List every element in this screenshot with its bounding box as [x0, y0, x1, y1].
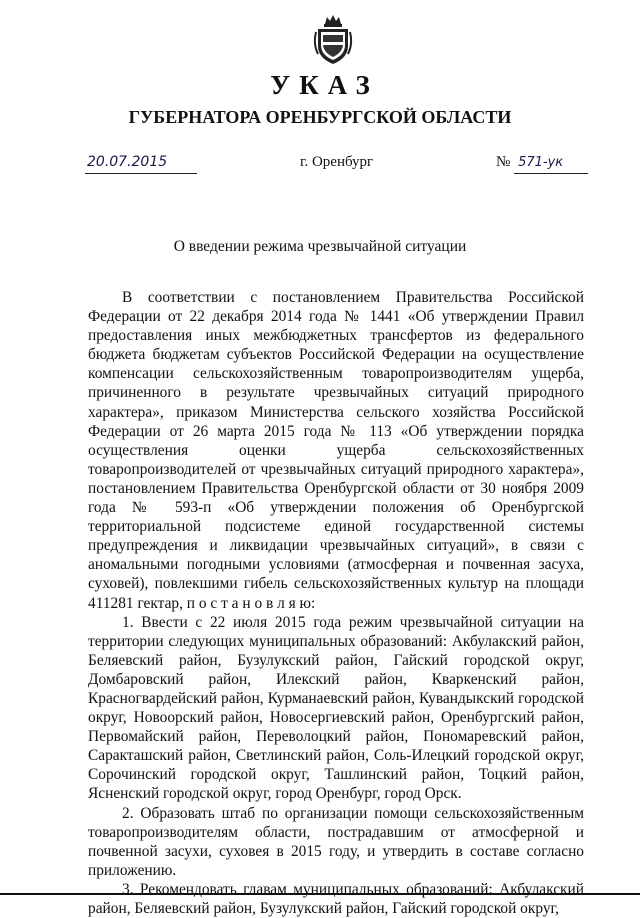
document-date: [87, 154, 167, 170]
body-paragraph: 1. Ввести с 22 июля 2015 года режим чрезвычайной ситуации на территории следующих муниципальных образований: Акбулакский район, Беляевский район, Бузулукский район, Гайский городской округ, Домбаровский район, Илекский район, Кваркенский район, Красногвардейский район, Курманаевский район, Кувандыкский городской округ, Новоорский район, Новосергиевский район, Оренбургский район, Первомайский район, Переволоцкий район, Пономаревский район, Саракташский район, Светлинский район, Соль-Илецкий городской округ, Сорочинский городской округ, Ташлинский район, Тоцкий район, Ясненский городской округ, город Оренбург, город Орск.: [88, 613, 584, 803]
document-city: г. Оренбург: [300, 154, 374, 170]
body-paragraph: В соответствии с постановлением Правительства Российской Федерации от 22 декабря 2014 года № 1441 «Об утверждении Правил предоставления иных межбюджетных трансфертов из федерального бюджета бюджетам субъектов Российской Федерации на осуществление компенсации сельскохозяйственным товаропроизводителям ущерба, причиненного в результате чрезвычайных ситуаций природного характера», приказом Министерства сельского хозяйства Российской Федерации от 26 марта 2015 года № 113 «Об утверждении порядка осуществления оценки ущерба сельскохозяйственных товаропроизводителей от чрезвычайных ситуаций природного характера», постановлением Правительства Оренбургской области от 30 ноября 2009 года № 593-п «Об утверждении положения об Оренбургской территориальной подсистеме единой государственной системы предупреждения и ликвидации чрезвычайных ситуаций», в связи с аномальными погодными условиями (атмосферная и почвенная засуха, суховей), повлекшими гибель сельскохозяйственных культур на площади 411281 гектар, п о с т а н о в л я ю:: [88, 289, 584, 612]
document-body: [88, 288, 584, 918]
page-bottom-rule: [0, 893, 640, 895]
body-paragraph: 2. Образовать штаб по организации помощи сельскохозяйственным товаропроизводителям области, пострадавшим от атмосферной и почвенной засухи, суховея в 2015 году, и утвердить в составе согласно приложению.: [88, 804, 584, 879]
document-number: [496, 154, 563, 171]
document-date-value: 20.07.2015: [87, 154, 168, 170]
date-underline: [85, 173, 197, 174]
document-number-value: 571-ук: [518, 155, 564, 170]
body-paragraph: 3. Рекомендовать главам муниципальных образований: Акбулакский район, Беляевский район, Бузулукский район, Гайский городской округ,: [88, 880, 584, 917]
document-number-label: №: [496, 154, 511, 170]
document-subject: О введении режима чрезвычайной ситуации: [173, 238, 467, 255]
number-underline: [514, 173, 588, 174]
orenburg-coat-of-arms-icon: [312, 14, 354, 66]
document-title: УКАЗ: [270, 70, 379, 100]
document-subtitle: ГУБЕРНАТОРА ОРЕНБУРГСКОЙ ОБЛАСТИ: [128, 107, 512, 127]
